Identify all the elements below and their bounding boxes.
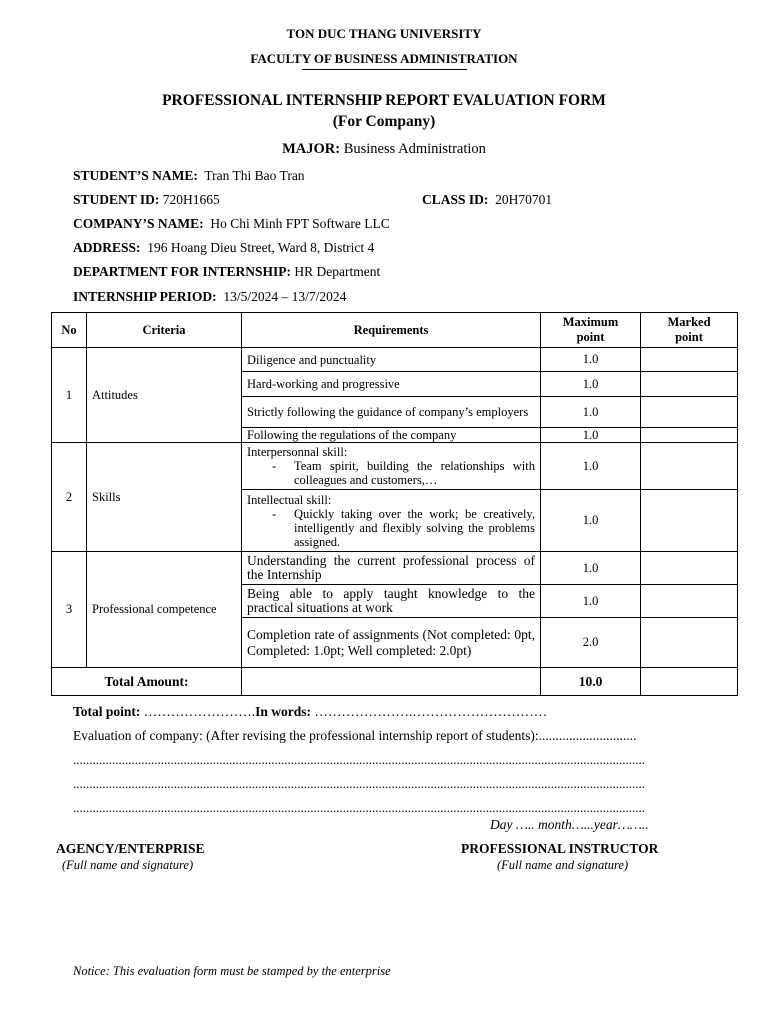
total-point-line (73, 704, 547, 720)
period-value: 13/5/2024 – 13/7/2024 (223, 289, 347, 304)
group-no: 3 (52, 552, 87, 668)
student-name-label: STUDENT’S NAME: (73, 168, 198, 183)
group-no: 1 (52, 348, 87, 443)
header-marked-line1: Marked (667, 315, 711, 329)
header-max-line2: point (576, 330, 605, 344)
requirement-subitem (247, 459, 535, 487)
marked-point-cell[interactable] (641, 490, 738, 552)
requirement-cell: Completion rate of assignments (Not completed: 0pt, Completed: 1.0pt; Well completed: 2.0pt) (242, 618, 541, 668)
max-point-cell: 1.0 (541, 585, 641, 618)
form-subtitle: (For Company) (332, 113, 436, 130)
requirement-cell: Following the regulations of the company (242, 428, 541, 443)
period-line (73, 289, 346, 305)
header-maximum-point (541, 313, 641, 348)
total-label: Total Amount: (52, 668, 242, 696)
marked-point-cell[interactable] (641, 618, 738, 668)
max-point-cell: 1.0 (541, 490, 641, 552)
faculty-name: FACULTY OF BUSINESS ADMINISTRATION (250, 51, 518, 66)
notice-text: Notice: This evaluation form must be stamped by the enterprise (73, 964, 391, 978)
student-id-label: STUDENT ID: (73, 192, 160, 207)
group-criteria: Professional competence (87, 552, 242, 668)
requirement-cell: Diligence and punctuality (242, 348, 541, 372)
table-header-row (52, 313, 738, 348)
header-criteria: Criteria (87, 313, 242, 348)
table-row (52, 552, 738, 585)
table-row (52, 443, 738, 490)
total-point-dots[interactable]: ……………………. (143, 704, 256, 719)
total-value: 10.0 (541, 668, 641, 696)
bullet-dash: - (272, 506, 277, 521)
requirement-cell (242, 490, 541, 552)
requirement-cell: Strictly following the guidance of company’s employers (242, 397, 541, 428)
requirement-title: Interpersonnal skill: (247, 445, 348, 459)
evaluation-line: Evaluation of company: (After revising the professional internship report of students):............................. (73, 728, 637, 743)
evaluation-dots-line-3[interactable]: ................................................................................................................................................................................ (73, 800, 645, 815)
max-point-cell: 1.0 (541, 552, 641, 585)
max-point-cell: 1.0 (541, 443, 641, 490)
period-label: INTERNSHIP PERIOD: (73, 289, 217, 304)
company-name-value: Ho Chi Minh FPT Software LLC (210, 216, 390, 231)
marked-point-cell[interactable] (641, 372, 738, 397)
department-label: DEPARTMENT FOR INTERNSHIP: (73, 264, 292, 279)
company-name-label: COMPANY’S NAME: (73, 216, 204, 231)
faculty-underline (302, 69, 467, 70)
university-name: TON DUC THANG UNIVERSITY (286, 26, 482, 41)
max-point-cell: 1.0 (541, 348, 641, 372)
group-criteria: Attitudes (87, 348, 242, 443)
table-row (52, 348, 738, 372)
bullet-dash: - (272, 459, 277, 473)
date-line: Day ….. month…...year…….. (490, 817, 649, 832)
evaluation-dots-line-1[interactable]: ................................................................................................................................................................................ (73, 752, 645, 767)
max-point-cell: 1.0 (541, 372, 641, 397)
class-id-line (422, 192, 552, 208)
total-marked-cell[interactable] (641, 668, 738, 696)
requirement-cell: Hard-working and progressive (242, 372, 541, 397)
instructor-subtitle: (Full name and signature) (497, 858, 629, 872)
student-name-line (73, 168, 305, 184)
address-value: 196 Hoang Dieu Street, Ward 8, District 4 (147, 240, 375, 255)
agency-title: AGENCY/ENTERPRISE (56, 841, 205, 856)
marked-point-cell[interactable] (641, 428, 738, 443)
in-words-label: In words: (255, 704, 312, 719)
header-requirements: Requirements (242, 313, 541, 348)
student-id-value: 720H1665 (162, 192, 220, 207)
requirement-subitem-text: Quickly taking over the work; be creatively, intelligently and flexibly solving the problems assigned. (294, 506, 535, 549)
marked-point-cell[interactable] (641, 552, 738, 585)
marked-point-cell[interactable] (641, 397, 738, 428)
evaluation-dots-line-2[interactable]: ................................................................................................................................................................................ (73, 776, 645, 791)
group-no: 2 (52, 443, 87, 552)
student-name-value: Tran Thi Bao Tran (204, 168, 305, 183)
requirement-cell: Being able to apply taught knowledge to the practical situations at work (242, 585, 541, 618)
requirement-cell (242, 443, 541, 490)
department-value: HR Department (294, 264, 381, 279)
header-marked-point (641, 313, 738, 348)
group-criteria: Skills (87, 443, 242, 552)
marked-point-cell[interactable] (641, 348, 738, 372)
agency-subtitle: (Full name and signature) (62, 858, 194, 872)
requirement-cell: Understanding the current professional process of the Internship (242, 552, 541, 585)
evaluation-table (51, 312, 738, 696)
header-marked-line2: point (675, 330, 703, 344)
total-row (52, 668, 738, 696)
address-label: ADDRESS: (73, 240, 141, 255)
form-title: PROFESSIONAL INTERNSHIP REPORT EVALUATION FORM (162, 92, 606, 109)
address-line (73, 240, 374, 256)
requirement-title: Intellectual skill: (247, 492, 332, 507)
student-id-line (73, 192, 220, 208)
major-value: Business Administration (343, 141, 486, 157)
max-point-cell: 1.0 (541, 397, 641, 428)
company-name-line (73, 216, 390, 232)
class-id-value: 20H70701 (495, 192, 553, 207)
header-max-line1: Maximum (562, 315, 619, 329)
major-line (0, 141, 768, 158)
department-line (73, 264, 380, 280)
in-words-dots[interactable]: ………………….………………………… (314, 704, 548, 719)
total-point-label: Total point: (73, 704, 141, 719)
major-label: MAJOR: (282, 141, 341, 157)
class-id-label: CLASS ID: (422, 192, 489, 207)
requirement-subitem-text: Team spirit, building the relationships with colleagues and customers,… (294, 459, 535, 487)
header-no: No (52, 313, 87, 348)
marked-point-cell[interactable] (641, 585, 738, 618)
marked-point-cell[interactable] (641, 443, 738, 490)
total-requirements-cell (242, 668, 541, 696)
max-point-cell: 1.0 (541, 428, 641, 443)
instructor-title: PROFESSIONAL INSTRUCTOR (461, 841, 659, 856)
requirement-subitem (247, 507, 535, 549)
max-point-cell: 2.0 (541, 618, 641, 668)
